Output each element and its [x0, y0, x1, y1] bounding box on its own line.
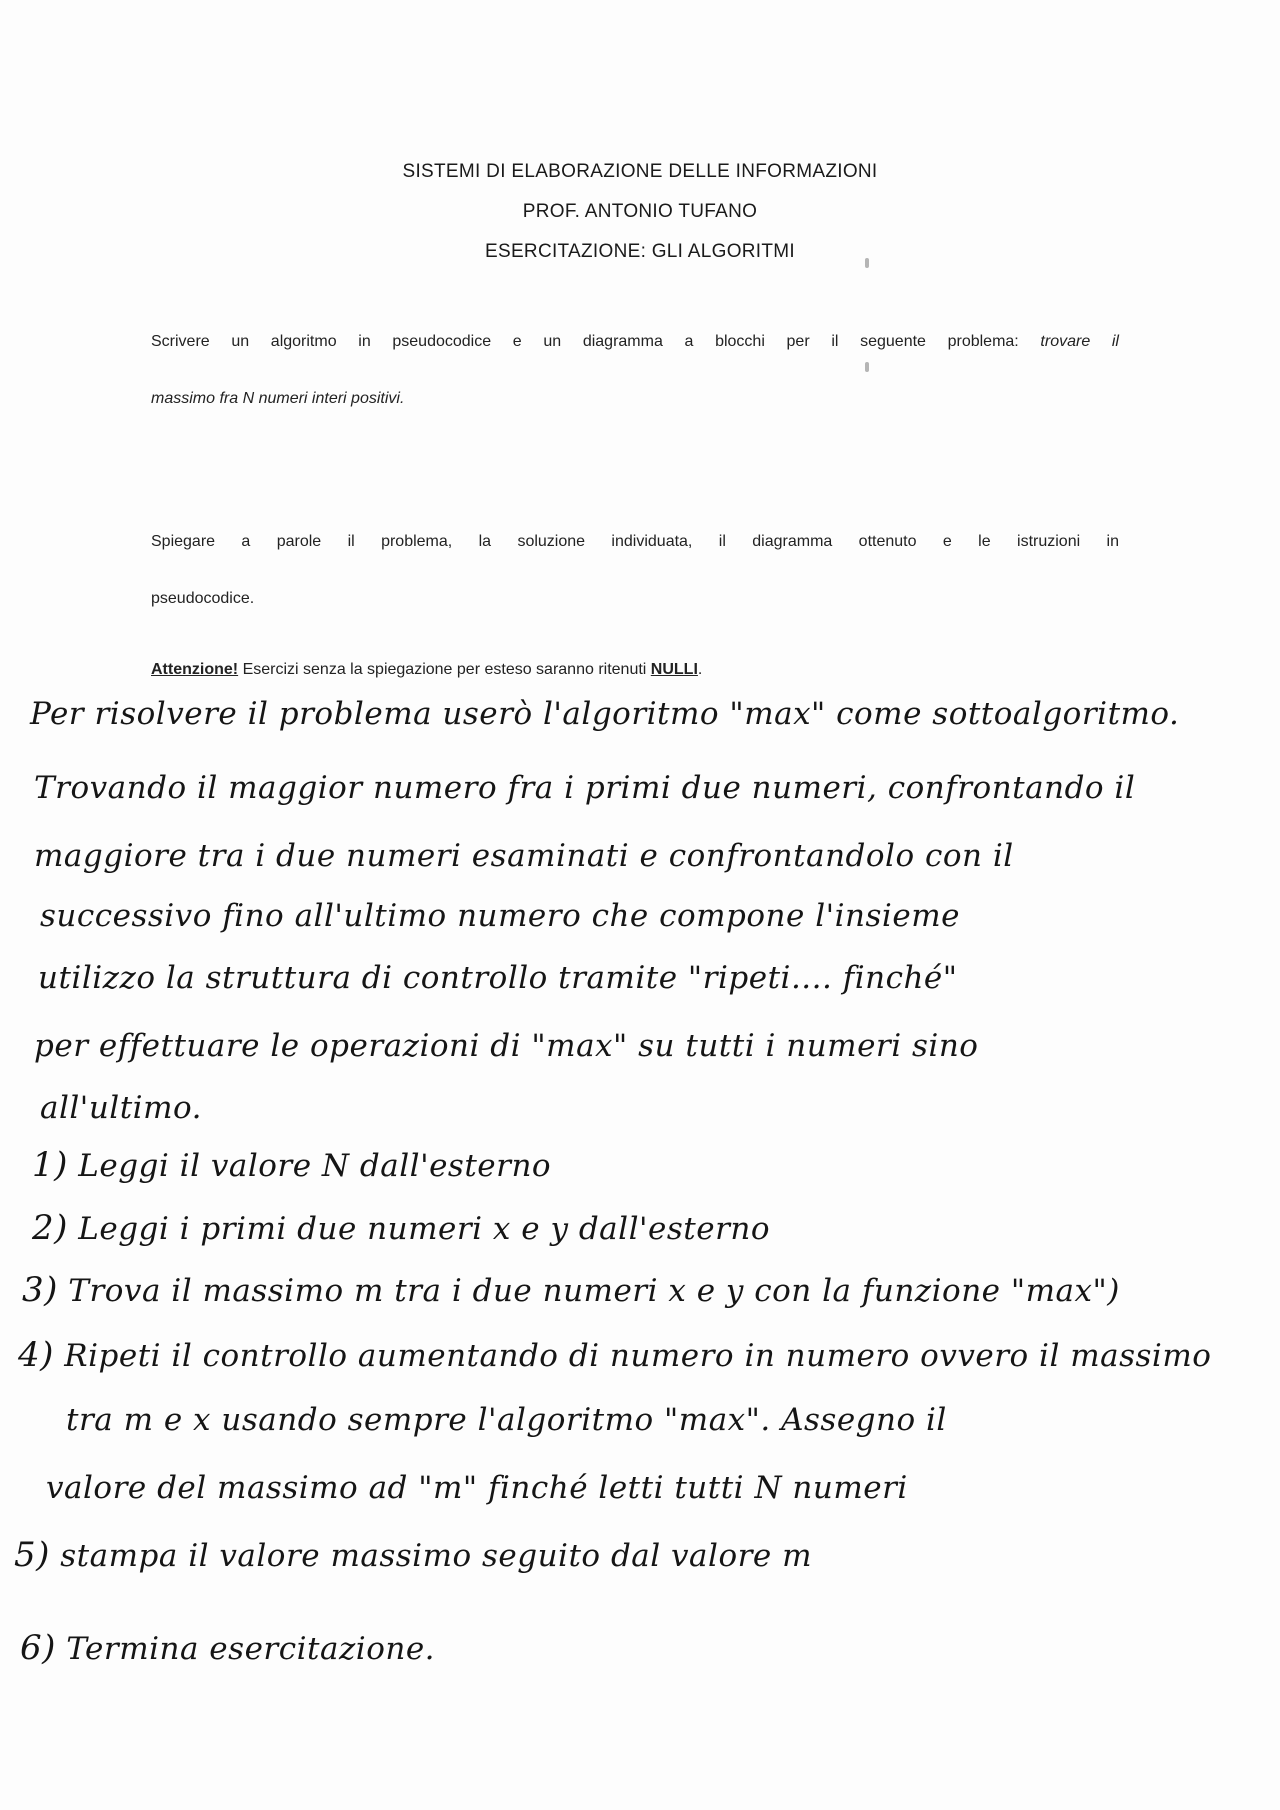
hw-step-number: 3): [22, 1270, 58, 1310]
hw-step-number: 2): [32, 1208, 68, 1248]
hw-step-text: stampa il valore massimo seguito dal valore m: [60, 1538, 813, 1574]
hw-step-text: tra m e x usando sempre l'algoritmo "max". Assegno il: [66, 1402, 947, 1438]
professor-name: PROF. ANTONIO TUFANO: [522, 201, 758, 222]
scan-speck: [865, 362, 869, 372]
warning-line: [151, 658, 1119, 682]
warning-paragraph: [151, 658, 1119, 682]
document-header: [0, 152, 1280, 272]
hw-intro-line: maggiore tra i due numeri esaminati e confrontandolo con il: [34, 838, 1014, 874]
hw-step-number: 4): [18, 1335, 54, 1375]
warning-end: .: [697, 661, 703, 678]
hw-step: [32, 1145, 551, 1185]
hw-intro-line: all'ultimo.: [40, 1090, 202, 1126]
task-italic-2: massimo fra N numeri interi positivi.: [151, 390, 405, 407]
hw-step-number: 6): [20, 1628, 56, 1668]
hw-step-number: 5): [14, 1535, 50, 1575]
task-line-1: [151, 330, 1119, 354]
warning-emphasis: NULLI: [650, 661, 698, 678]
exercise-title: ESERCITAZIONE: GLI ALGORITMI: [485, 241, 795, 262]
hw-step-text: valore del massimo ad "m" finché letti tutti N numeri: [46, 1470, 908, 1506]
hw-step: [32, 1208, 770, 1248]
hw-intro-line: per effettuare le operazioni di "max" su tutti i numeri sino: [34, 1028, 979, 1064]
hw-step-text: Leggi i primi due numeri x e y dall'esterno: [78, 1211, 771, 1247]
task-italic-1: trovare il: [1040, 333, 1119, 350]
explain-paragraph: [151, 530, 1119, 611]
explain-line-2: pseudocodice.: [151, 590, 255, 607]
warning-label: Attenzione!: [151, 661, 239, 678]
warning-text: Esercizi senza la spiegazione per esteso saranno ritenuti: [242, 661, 647, 678]
task-text: Scrivere un algoritmo in pseudocodice e un diagramma a blocchi per il seguente problema:: [151, 333, 1019, 350]
hw-step-continuation: [46, 1470, 908, 1506]
scan-speck: [865, 258, 869, 268]
hw-step: [14, 1535, 812, 1575]
hw-step-text: Leggi il valore N dall'esterno: [78, 1148, 552, 1184]
course-title: SISTEMI DI ELABORAZIONE DELLE INFORMAZIONI: [402, 161, 878, 182]
hw-step: [20, 1628, 435, 1668]
hw-step-number: 1): [32, 1145, 68, 1185]
hw-intro-line: successivo fino all'ultimo numero che compone l'insieme: [40, 898, 960, 934]
hw-intro-line: Trovando il maggior numero fra i primi due numeri, confrontando il: [34, 770, 1136, 806]
task-paragraph: [151, 330, 1119, 411]
explain-line-1: Spiegare a parole il problema, la soluzione individuata, il diagramma ottenuto e le istruzioni in: [151, 533, 1119, 550]
hw-step: [18, 1335, 1211, 1375]
hw-step-text: Trova il massimo m tra i due numeri x e y con la funzione "max"): [68, 1273, 1120, 1309]
hw-step: [22, 1270, 1120, 1310]
hw-intro-line: Per risolvere il problema userò l'algoritmo "max" come sottoalgoritmo.: [30, 696, 1180, 732]
hw-intro-line: utilizzo la struttura di controllo tramite "ripeti.... finché": [38, 960, 958, 996]
hw-step-text: Ripeti il controllo aumentando di numero in numero ovvero il massimo: [64, 1338, 1212, 1374]
hw-step-text: Termina esercitazione.: [66, 1631, 436, 1667]
hw-step-continuation: [66, 1402, 947, 1438]
